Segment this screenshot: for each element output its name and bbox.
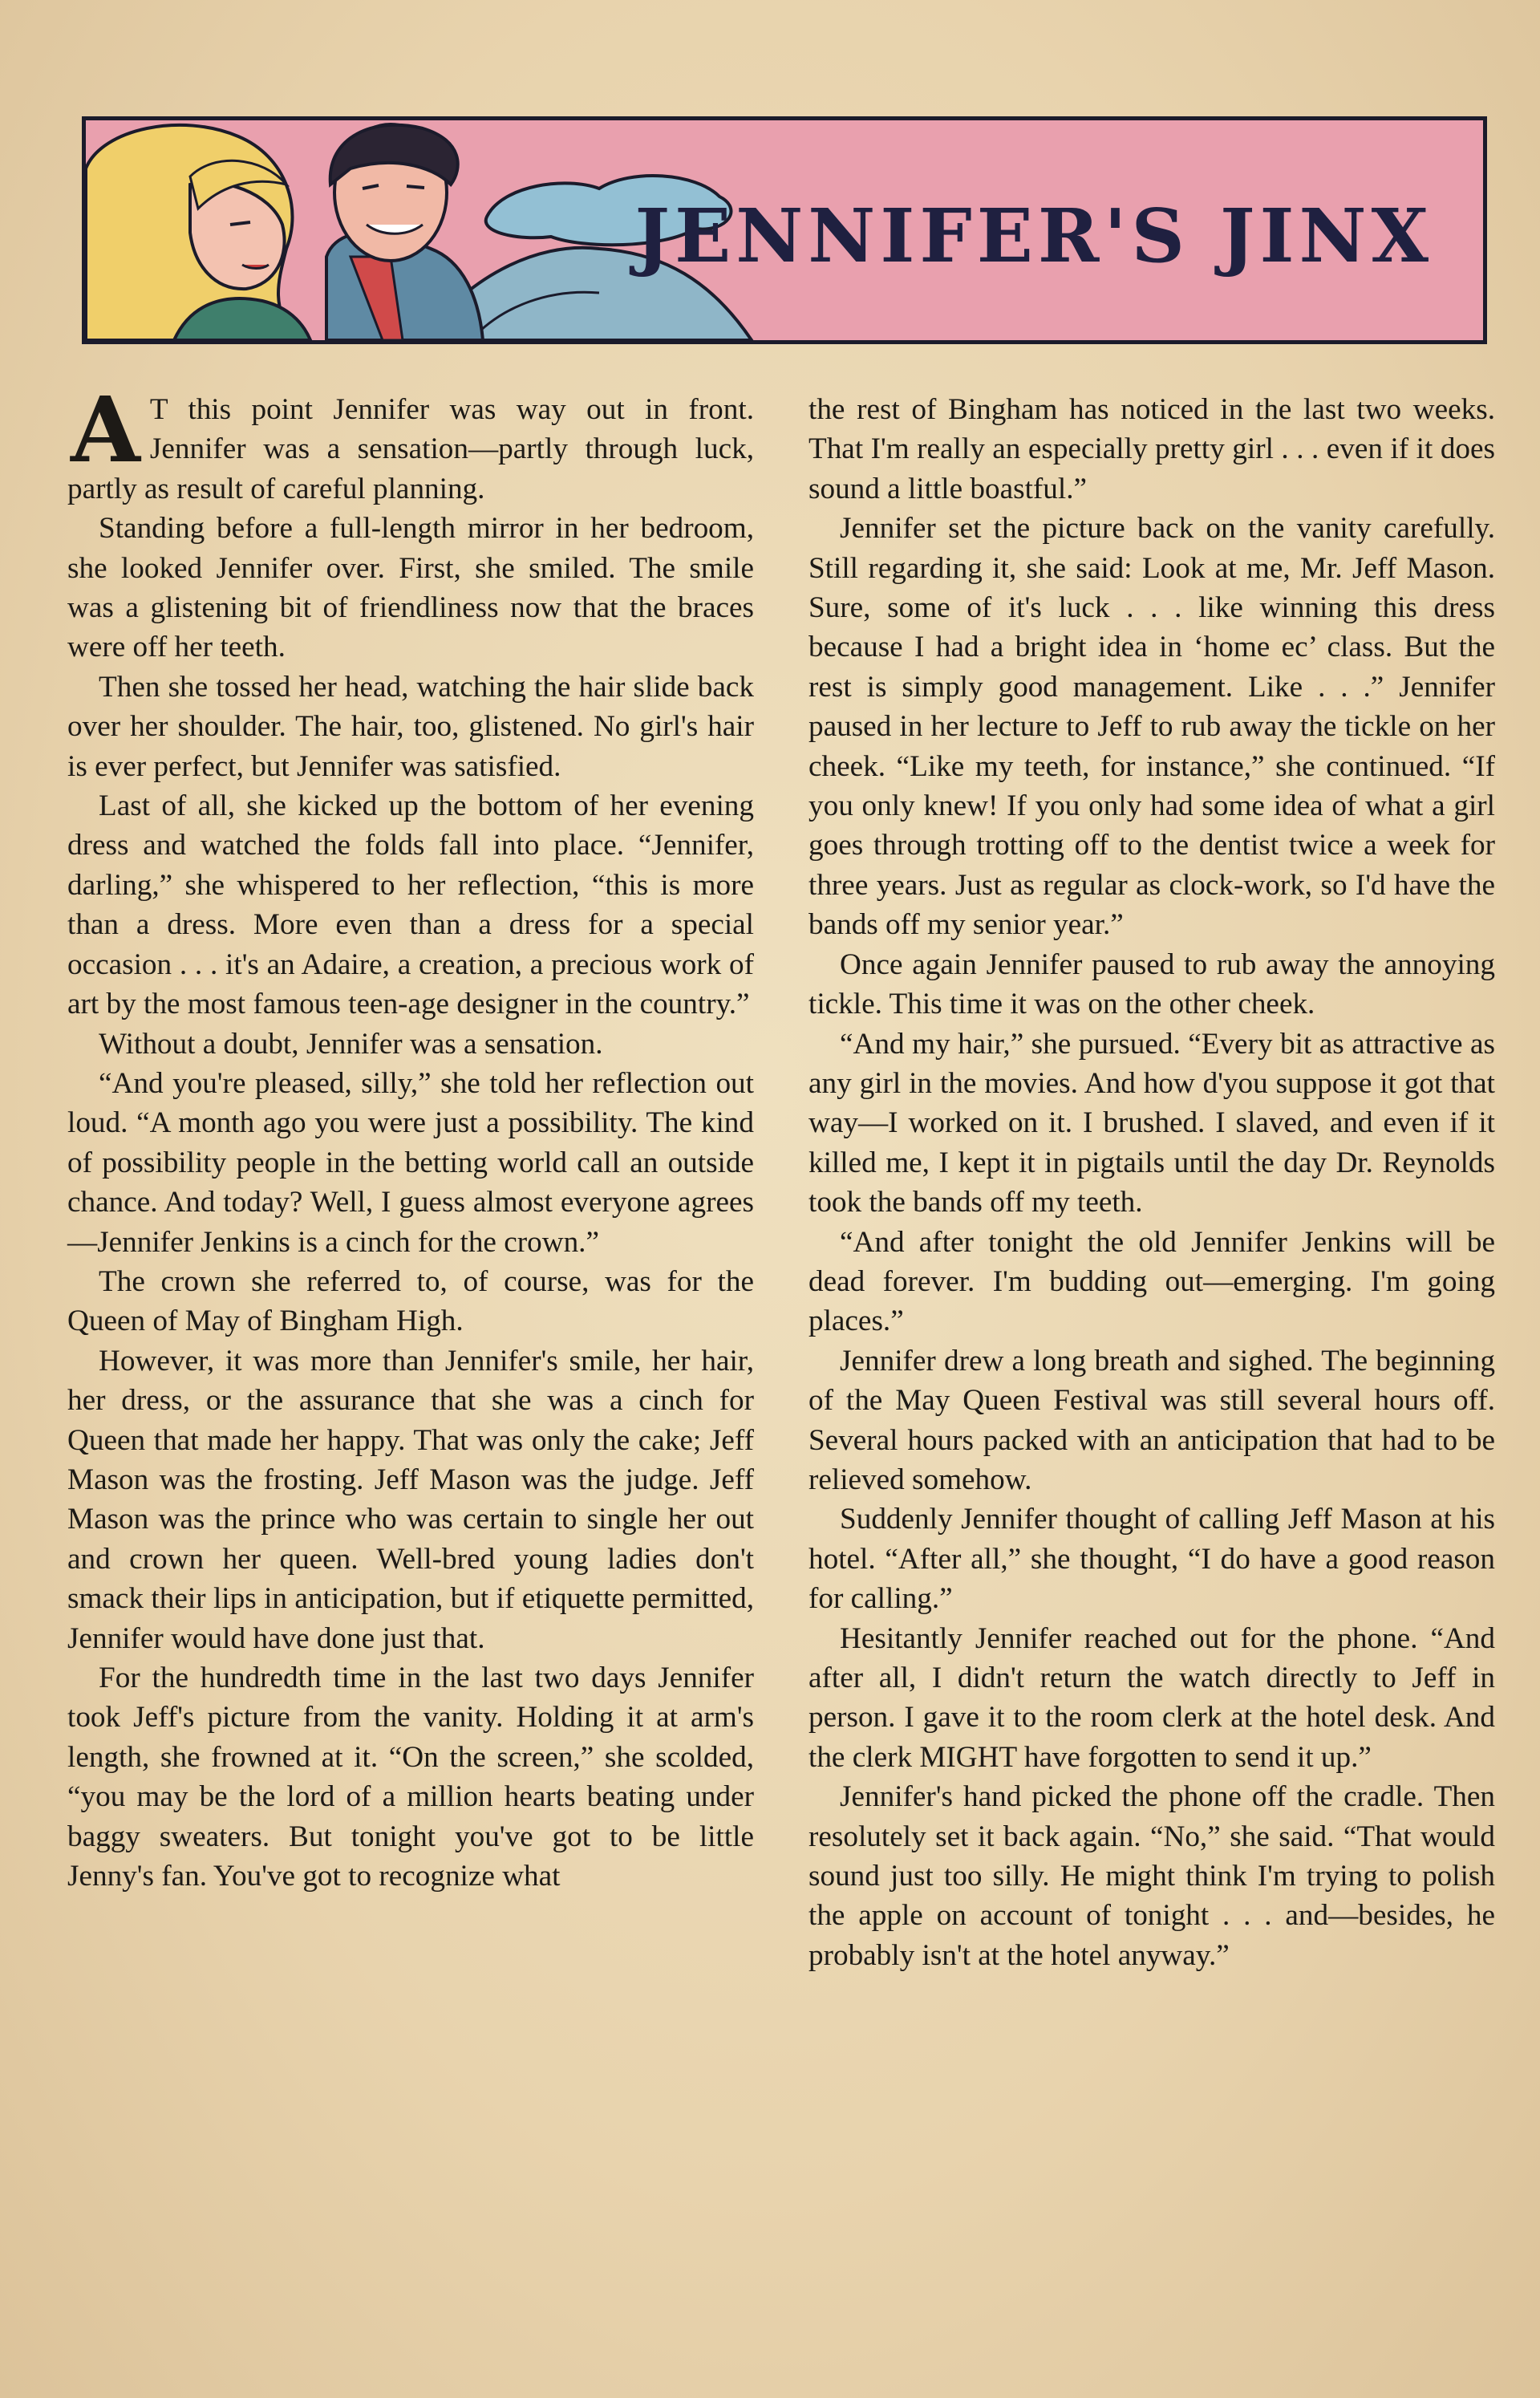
drop-cap: A — [71, 378, 140, 483]
paragraph: Standing before a full-length mirror in her bedroom, she looked Jennifer over. First, she smiled. The smile was a glistening bit of friendliness now that the braces were off her teeth. — [67, 512, 754, 664]
paragraph: Jennifer drew a long breath and sighed. The beginning of the May Queen Festival was still several hours off. Several hours packed with an anticipation that had to be relieved somehow. — [808, 1344, 1495, 1496]
story-columns — [67, 378, 1495, 2291]
paragraph: Suddenly Jennifer thought of calling Jeff Mason at his hotel. “After all,” she thought, “I do have a good reason for calling.” — [808, 1503, 1495, 1616]
paragraph: However, it was more than Jennifer's smile, her hair, her dress, or the assurance that she was a cinch for Queen that made her happy. That was only the cake; Jeff Mason was the frosting. Jeff Mason was the judge. Jeff Mason was the prince who was certain to single her out and crown her queen. Well-bred young ladies don't smack their lips in anticipation, but if etiquette permitted, Jennifer would have done just that. — [67, 1344, 754, 1655]
paragraph: Jennifer set the picture back on the vanity carefully. Still regarding it, she said: Look at me, Mr. Jeff Mason. Sure, some of it's luck . . . like winning this dress because I had a bright idea in ‘home ec’ class. But the rest is simply good management. Like . . .” Jennifer paused in her lecture to Jeff to rub away the tickle on her cheek. “Like my teeth, for instance,” she continued. “If you only knew! If you only had some idea of what a girl goes through trotting off to the dentist twice a week for three years. Just as regular as clock-work, so I'd have the bands off my senior year.” — [808, 512, 1495, 942]
left-column — [67, 378, 754, 2291]
paragraph: Hesitantly Jennifer reached out for the phone. “And after all, I didn't return the watch directly to Jeff in person. I gave it to the room clerk at the hotel desk. And the clerk MIGHT have forgotten to send it up.” — [808, 1621, 1495, 1774]
paragraph: The crown she referred to, of course, was for the Queen of May of Bingham High. — [67, 1264, 754, 1338]
right-column — [808, 390, 1495, 2291]
paragraph: Then she tossed her head, watching the hair slide back over her shoulder. The hair, too, glistened. No girl's hair is ever perfect, but Jennifer was satisfied. — [67, 670, 754, 783]
paragraph: Jennifer's hand picked the phone off the cradle. Then resolutely set it back again. “No,” she said. “That would sound just too silly. He might think I'm trying to polish the apple on account of tonight . . . and—besides, he probably isn't at the hotel anyway.” — [808, 1780, 1495, 1972]
paragraph: Last of all, she kicked up the bottom of her evening dress and watched the folds fall into place. “Jennifer, darling,” she whispered to her reflection, “this is more than a dress. More even than a dress for a special occasion . . . it's an Adaire, a creation, a precious work of art by the most famous teen-age designer in the country.” — [67, 789, 754, 1021]
story-title: JENNIFER'S JINX — [634, 193, 1433, 279]
title-banner — [82, 116, 1487, 344]
paragraph: “And my hair,” she pursued. “Every bit as attractive as any girl in the movies. And how d'you suppose it got that way—I worked on it. I brushed. I slaved, and even if it killed me, I kept it in pigtails until the day Dr. Reynolds took the bands off my teeth. — [808, 1027, 1495, 1219]
paragraph: “And you're pleased, silly,” she told her reflection out loud. “A month ago you were just a possibility. The kind of possibility people in the betting world call an outside chance. And today? Well, I guess almost everyone agrees—Jennifer Jenkins is a cinch for the crown.” — [67, 1066, 754, 1259]
paragraph: “And after tonight the old Jennifer Jenkins will be dead forever. I'm budding out—emerging. I'm going places.” — [808, 1225, 1495, 1338]
paragraph: Once again Jennifer paused to rub away the annoying tickle. This time it was on the other cheek. — [808, 947, 1495, 1021]
paragraph: A T this point Jennifer was way out in front. Jennifer was a sensation—partly through luck, partly as result of careful planning. — [67, 378, 754, 505]
paragraph: the rest of Bingham has noticed in the last two weeks. That I'm really an especially pretty girl . . . even if it does sound a little boastful.” — [808, 393, 1495, 505]
paragraph: For the hundredth time in the last two days Jennifer took Jeff's picture from the vanity. Holding it at arm's length, she frowned at it. “On the screen,” she scolded, “you may be the lord of a million hearts beating under baggy sweaters. But tonight you've got to be little Jenny's fan. You've got to recognize what — [67, 1662, 754, 1893]
paragraph: Without a doubt, Jennifer was a sensation. — [99, 1027, 603, 1061]
